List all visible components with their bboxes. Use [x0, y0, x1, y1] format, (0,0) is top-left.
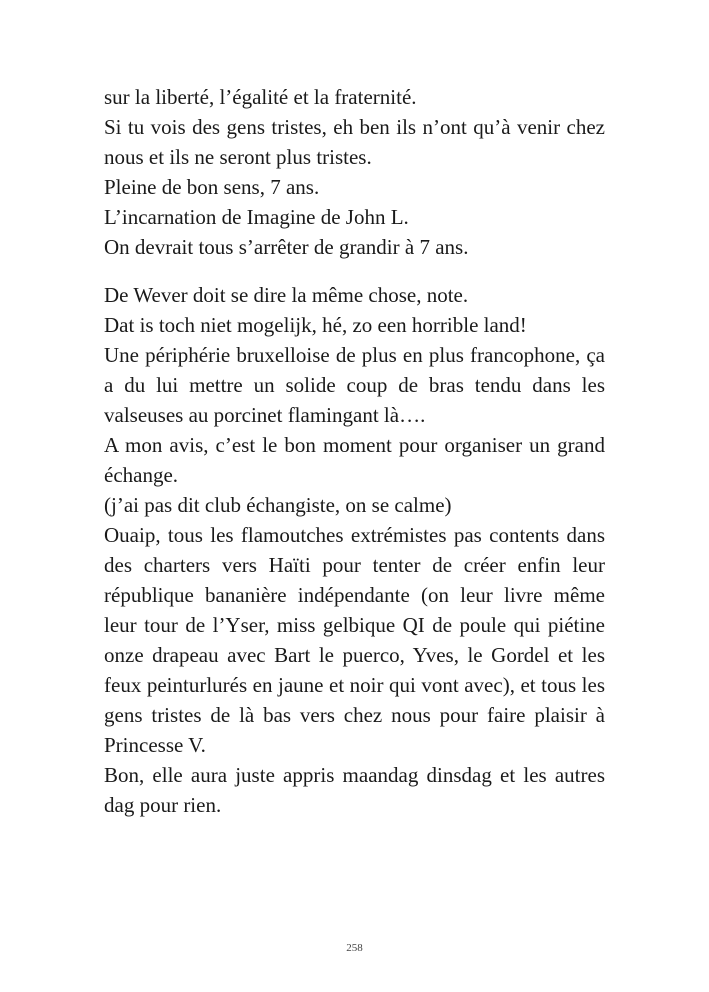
paragraph-12: Bon, elle aura juste appris maandag dinsdag et les autres dag pour rien. — [104, 763, 605, 817]
paragraph-7 — [104, 310, 605, 340]
paragraph-4 — [104, 202, 605, 232]
paragraph-11: Ouaip, tous les flamoutches extrémistes pas contents dans des charters vers Haïti pour tenter de créer enfin leur république bananière indépendante (on leur livre même leur tour de l’Yser, miss gelbique QI de poule qui piétine onze drapeau avec Bart le puerco, Yves, le Gordel et les feux peinturlurés en jaune et noir qui vont avec), et tous les gens tristes de là bas vers chez nous pour faire plaisir à Princesse V. — [104, 523, 605, 757]
text-line: sur la liberté, l’égalité et la fraternité. — [104, 85, 417, 109]
paragraph-10 — [104, 490, 605, 520]
text-line: L’incarnation de Imagine de John L. — [104, 205, 409, 229]
paragraph-9: A mon avis, c’est le bon moment pour organiser un grand échange. — [104, 433, 605, 487]
text-line: (j’ai pas dit club échangiste, on se calme) — [104, 493, 452, 517]
paragraph-1 — [104, 82, 605, 112]
paragraph-5 — [104, 232, 605, 262]
section-gap — [104, 262, 605, 280]
text-line: On devrait tous s’arrêter de grandir à 7 ans. — [104, 235, 469, 259]
paragraph-6 — [104, 280, 605, 310]
text-line: De Wever doit se dire la même chose, note. — [104, 283, 469, 307]
page-body — [104, 82, 605, 820]
paragraph-2: Si tu vois des gens tristes, eh ben ils n’ont qu’à venir chez nous et ils ne seront plus tristes. — [104, 115, 605, 169]
page-number: 258 — [346, 942, 363, 954]
text-line: Pleine de bon sens, 7 ans. — [104, 175, 320, 199]
paragraph-8: Une périphérie bruxelloise de plus en plus francophone, ça a du lui mettre un solide coup de bras tendu dans les valseuses au porcinet flamingant là…. — [104, 343, 605, 427]
paragraph-3 — [104, 172, 605, 202]
text-line: Dat is toch niet mogelijk, hé, zo een horrible land! — [104, 313, 527, 337]
